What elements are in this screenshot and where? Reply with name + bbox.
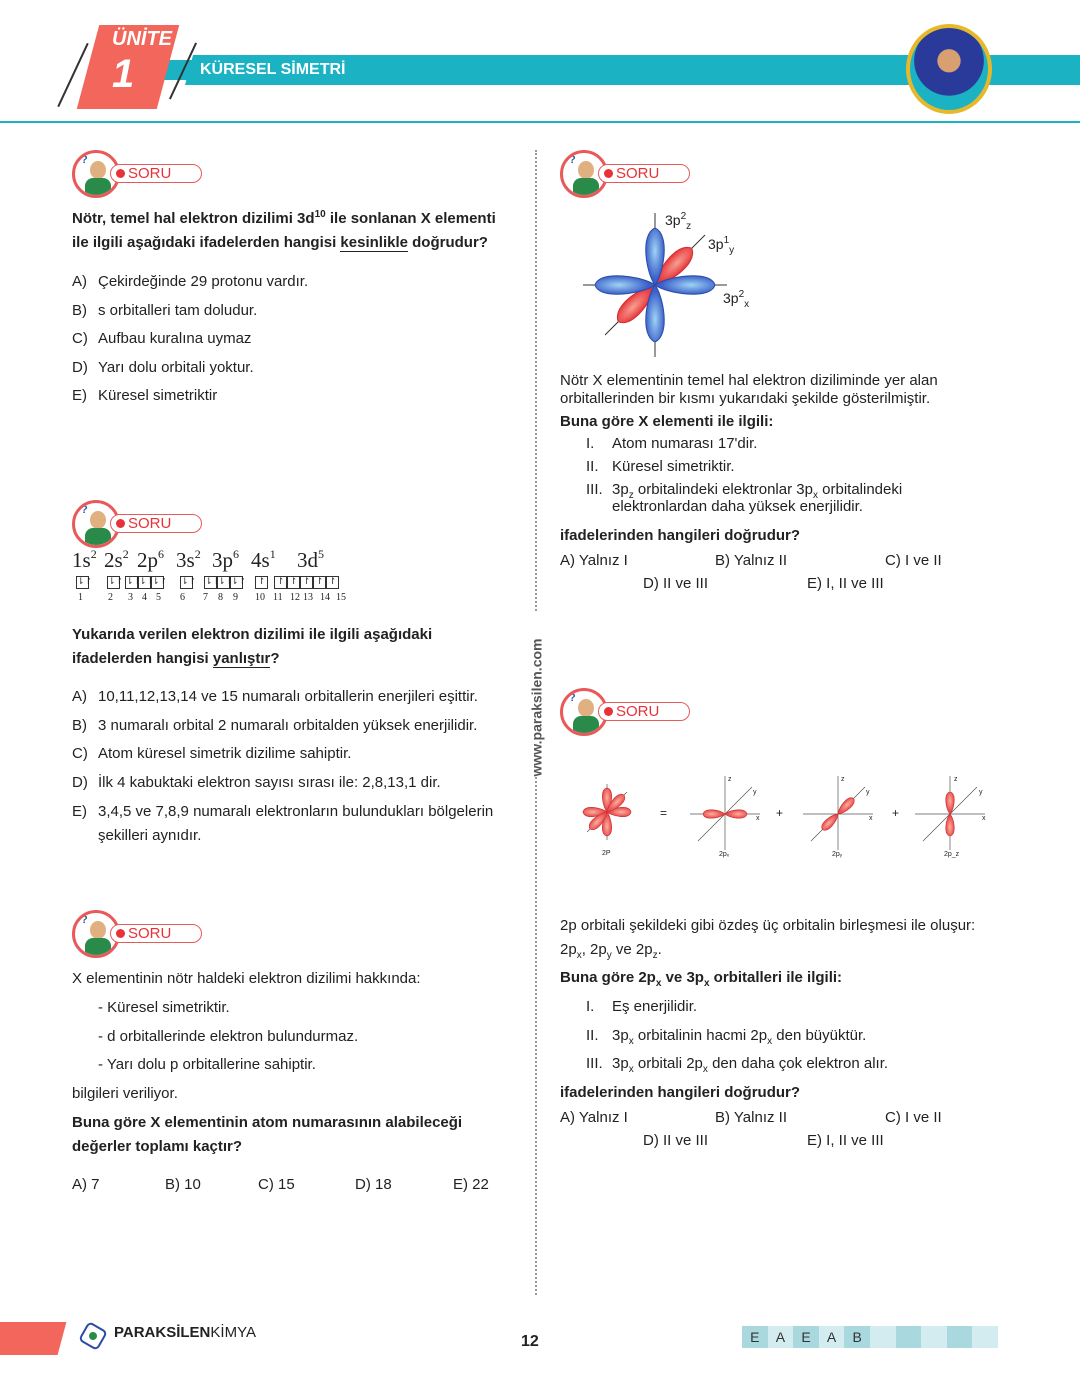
avatar: ? xyxy=(560,150,608,198)
brand-name: PARAKSİLENKİMYA xyxy=(114,1324,256,1341)
option-b[interactable]: B) Yalnız II xyxy=(715,552,787,569)
unit-word: ÜNİTE xyxy=(112,28,172,50)
avatar: ? xyxy=(560,688,608,736)
unit-number: 1 xyxy=(112,52,135,96)
avatar: ? xyxy=(72,500,120,548)
question-badge: ? SORU xyxy=(560,688,695,736)
watermark: www.paraksilen.com xyxy=(528,612,544,777)
option-b[interactable]: B) 3 numaralı orbital 2 numaralı orbitalden yüksek enerjilidir. xyxy=(72,717,478,734)
option-a[interactable]: A) Yalnız I xyxy=(560,552,628,569)
header xyxy=(0,0,1080,125)
option-d[interactable]: D) II ve III xyxy=(643,1132,709,1149)
brand-logo-icon xyxy=(78,1321,108,1351)
question-badge: ? SORU xyxy=(72,910,207,958)
option-d[interactable]: D) 18 xyxy=(355,1176,392,1193)
option-c[interactable]: C) I ve II xyxy=(885,1109,942,1126)
page-number: 12 xyxy=(521,1333,539,1350)
option-b[interactable]: B) 10 xyxy=(165,1176,201,1193)
option-a[interactable]: A) Yalnız I xyxy=(560,1109,628,1126)
option-e[interactable]: E) Küresel simetriktir xyxy=(72,387,218,404)
option-b[interactable]: B) s orbitalleri tam doludur. xyxy=(72,302,258,319)
2py-axes xyxy=(803,776,873,850)
option-c[interactable]: C) Aufbau kuralına uymaz xyxy=(72,330,252,347)
option-d[interactable]: D) II ve III xyxy=(643,575,709,592)
author-avatar xyxy=(906,24,992,114)
label-3py: $3p^1_y$ xyxy=(708,235,735,256)
option-a[interactable]: A) 7 xyxy=(72,1176,100,1193)
question-text: ile ilgili aşağıdaki ifadelerden hangisi kesinlikle doğrudur? xyxy=(72,234,488,251)
label-3px: $3p^2_x$ xyxy=(723,289,750,310)
footer-accent xyxy=(0,1322,66,1355)
option-c[interactable]: C) I ve II xyxy=(885,552,942,569)
option-c[interactable]: C) 15 xyxy=(258,1176,295,1193)
question-badge: ? SORU xyxy=(72,500,207,548)
orbital-boxes: ⇂↾ xyxy=(77,577,93,587)
avatar: ? xyxy=(72,910,120,958)
option-a[interactable]: A) 10,11,12,13,14 ve 15 numaralı orbitallerin enerjileri eşittir. xyxy=(72,688,478,705)
page-title: KÜRESEL SİMETRİ xyxy=(200,61,346,78)
question-text: Nötr, temel hal elektron dizilimi $3d^{10}$ ile sonlanan X elementi xyxy=(72,209,496,227)
question-text: Yukarıda verilen elektron dizilimi ile ilgili aşağıdaki xyxy=(72,626,433,643)
question-badge: ? SORU xyxy=(560,150,695,198)
option-d[interactable]: D) İlk 4 kabuktaki elektron sayısı sırası ile: 2,8,13,1 dir. xyxy=(72,774,441,791)
2px-axes xyxy=(690,776,760,850)
option-e[interactable]: E) 22 xyxy=(453,1176,489,1193)
question-badge: ? SORU xyxy=(72,150,207,198)
question-text: ifadelerden hangisi yanlıştır? xyxy=(72,650,280,667)
2p-orbital-figure xyxy=(570,772,1000,867)
2pz-axes xyxy=(915,776,985,850)
label-3pz: $3p^2_z$ xyxy=(665,211,692,232)
option-d[interactable]: D) Yarı dolu orbitali yoktur. xyxy=(72,359,254,376)
3p-orbital-figure xyxy=(575,205,765,365)
option-e[interactable]: E) I, II ve III xyxy=(807,575,884,592)
option-a[interactable]: A) Çekirdeğinde 29 protonu vardır. xyxy=(72,273,309,290)
2p-combined xyxy=(583,784,631,840)
option-e[interactable]: E) 3,4,5 ve 7,8,9 numaralı elektronların bulundukları bölgelerin xyxy=(72,803,494,820)
option-b[interactable]: B) Yalnız II xyxy=(715,1109,787,1126)
option-c[interactable]: C) Atom küresel simetrik dizilime sahiptir. xyxy=(72,745,352,762)
header-rule xyxy=(0,121,1080,123)
option-e[interactable]: E) I, II ve III xyxy=(807,1132,884,1149)
avatar: ? xyxy=(72,150,120,198)
